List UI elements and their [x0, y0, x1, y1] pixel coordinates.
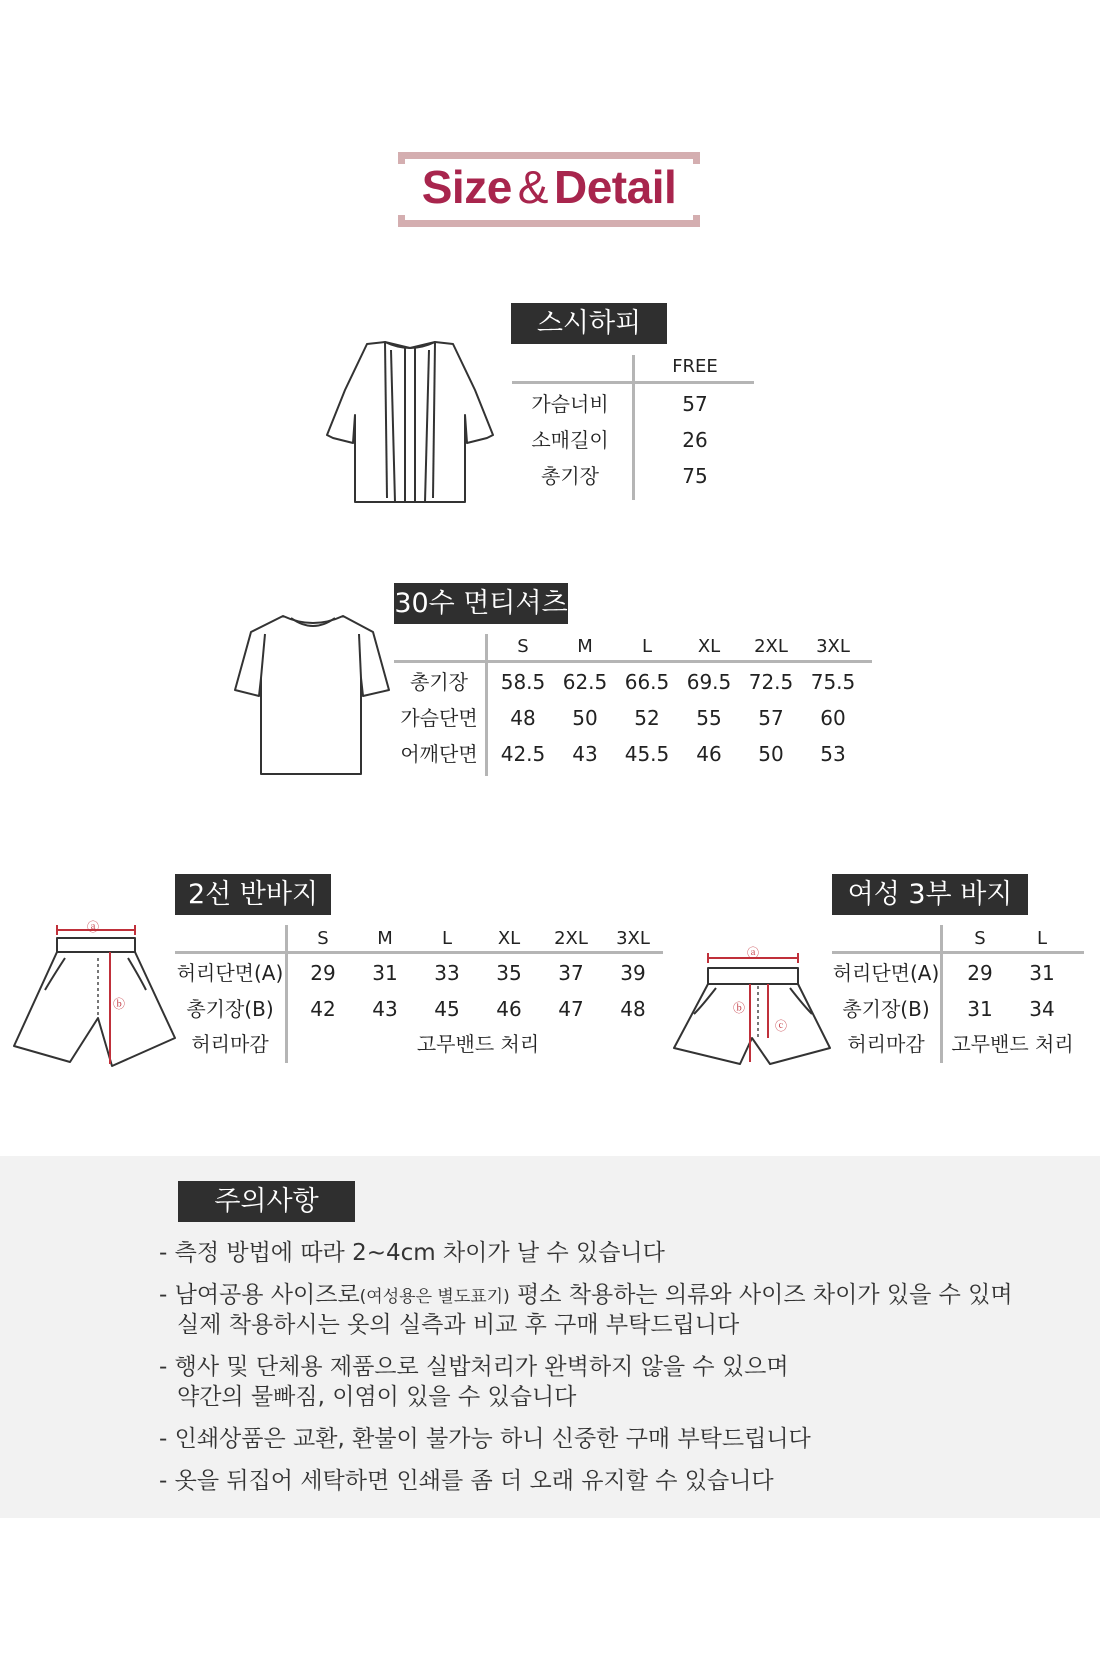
happi-coat-illustration — [325, 340, 495, 505]
size-value: 31 — [1029, 961, 1055, 985]
size-value: 34 — [1029, 997, 1055, 1021]
size-value: 46 — [496, 997, 522, 1021]
size-header: M — [577, 636, 593, 657]
size-header: 3XL — [816, 636, 850, 657]
notice-item-1: - 측정 방법에 따라 2~4cm 차이가 날 수 있습니다 — [159, 1240, 665, 1266]
tshirt-illustration — [233, 612, 393, 777]
notice-item-2-note: (여성용은 별도표기) — [359, 1287, 510, 1307]
size-value: 47 — [558, 997, 584, 1021]
size-value: 62.5 — [562, 670, 608, 694]
row-label-length: 총기장 — [541, 464, 599, 488]
size-value: 31 — [967, 997, 993, 1021]
waist-finish-value-women: 고무밴드 처리 — [951, 1032, 1074, 1056]
measure-mark-a-women: ⓐ — [747, 946, 760, 960]
size-value: 29 — [967, 961, 993, 985]
row-label: 총기장(B) — [842, 997, 930, 1021]
title-word-size: Size — [421, 161, 512, 213]
title-word-detail: Detail — [553, 161, 677, 213]
row-label: 허리단면(A) — [832, 961, 940, 985]
notice-item-5: - 옷을 뒤집어 세탁하면 인쇄를 좀 더 오래 유지할 수 있습니다 — [159, 1468, 774, 1494]
size-value: 55 — [696, 706, 722, 730]
size-header: XL — [497, 928, 521, 949]
notice-item-3-continued: 약간의 물빠짐, 이염이 있을 수 있습니다 — [177, 1384, 577, 1410]
product-label-tshirt: 30수 면티셔츠 — [394, 583, 568, 624]
size-value: 43 — [572, 742, 598, 766]
size-value: 29 — [310, 961, 336, 985]
measure-mark-b: ⓑ — [113, 997, 126, 1011]
product-label-shorts: 2선 반바지 — [175, 874, 331, 915]
size-header: M — [377, 928, 393, 949]
size-value: 31 — [372, 961, 398, 985]
size-value: 72.5 — [748, 670, 794, 694]
row-label: 총기장(B) — [186, 997, 274, 1021]
size-header: 2XL — [554, 928, 588, 949]
size-header: S — [517, 636, 529, 657]
size-header: L — [641, 636, 653, 657]
size-value: 57 — [758, 706, 784, 730]
col-header-free: FREE — [672, 356, 718, 377]
size-value: 75.5 — [810, 670, 856, 694]
size-value: 35 — [496, 961, 522, 985]
row-label: 가슴단면 — [400, 706, 478, 730]
measure-mark-a: ⓐ — [87, 920, 100, 934]
size-value: 60 — [820, 706, 846, 730]
size-value: 37 — [558, 961, 584, 985]
notice-item-2-rest: 평소 착용하는 의류와 사이즈 차이가 있을 수 있며 — [509, 1282, 1013, 1308]
notice-item-4: - 인쇄상품은 교환, 환불이 불가능 하니 신중한 구매 부탁드립니다 — [159, 1426, 811, 1452]
page-title — [398, 160, 700, 214]
row-label-sleeve: 소매길이 — [531, 428, 609, 452]
size-value: 33 — [434, 961, 460, 985]
size-header: S — [317, 928, 329, 949]
size-header: 2XL — [754, 636, 788, 657]
notice-item-2-main: - 남여공용 사이즈로 — [159, 1282, 360, 1308]
row-label-waist-finish-women: 허리마감 — [847, 1032, 925, 1056]
product-label-sushi: 스시하피 — [511, 303, 667, 344]
notice-item-3: - 행사 및 단체용 제품으로 실밥처리가 완벽하지 않을 수 있으며 — [159, 1354, 789, 1380]
size-header: S — [974, 928, 986, 949]
size-value: 43 — [372, 997, 398, 1021]
size-value: 42 — [310, 997, 336, 1021]
size-value: 48 — [510, 706, 536, 730]
product-label-women-shorts: 여성 3부 바지 — [832, 874, 1028, 915]
size-value: 50 — [758, 742, 784, 766]
row-label: 총기장 — [410, 670, 468, 694]
size-header: L — [441, 928, 453, 949]
size-value: 53 — [820, 742, 846, 766]
row-label: 허리단면(A) — [176, 961, 284, 985]
size-header: XL — [697, 636, 721, 657]
waist-finish-value: 고무밴드 처리 — [416, 1032, 540, 1056]
size-value: 39 — [620, 961, 646, 985]
size-value: 45 — [434, 997, 460, 1021]
size-value: 50 — [572, 706, 598, 730]
size-value: 45.5 — [624, 742, 670, 766]
notice-label: 주의사항 — [178, 1181, 355, 1222]
size-value: 58.5 — [500, 670, 546, 694]
measure-mark-c-women: ⓒ — [775, 1019, 788, 1033]
notice-item-2-continued: 실제 착용하시는 옷의 실측과 비교 후 구매 부탁드립니다 — [177, 1312, 740, 1338]
size-header: L — [1036, 928, 1048, 949]
title-ampersand: & — [517, 161, 548, 213]
size-value: 48 — [620, 997, 646, 1021]
notice-item-2 — [159, 1280, 1013, 1312]
size-header: 3XL — [616, 928, 650, 949]
row-label-waist-finish: 허리마감 — [191, 1032, 269, 1056]
size-value: 66.5 — [624, 670, 670, 694]
size-value: 69.5 — [686, 670, 732, 694]
shorts-illustration — [10, 918, 185, 1070]
value-length: 75 — [682, 464, 708, 488]
size-value: 52 — [634, 706, 660, 730]
value-chest: 57 — [682, 392, 708, 416]
size-value: 42.5 — [500, 742, 546, 766]
value-sleeve: 26 — [682, 428, 708, 452]
measure-mark-b-women: ⓑ — [733, 1001, 746, 1015]
size-value: 46 — [696, 742, 722, 766]
row-label-chest: 가슴너비 — [531, 392, 609, 416]
row-label: 어깨단면 — [400, 742, 478, 766]
